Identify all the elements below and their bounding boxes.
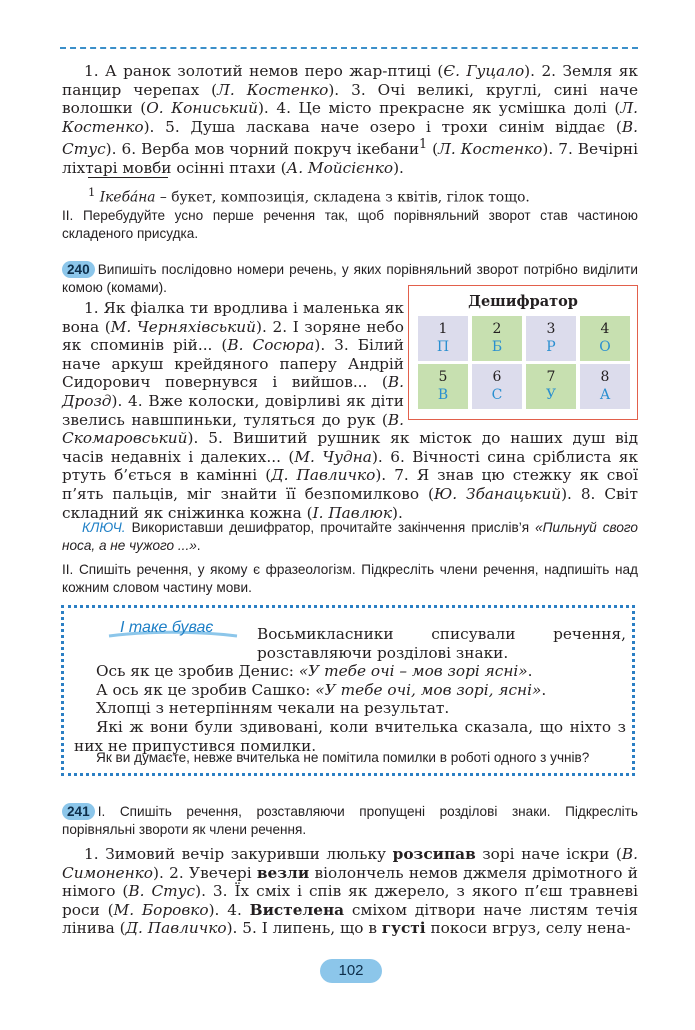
cipher-cell-number: 2 — [492, 321, 502, 337]
exercise-240-text — [62, 299, 638, 522]
fun-line-4: Хлопці з нетерпінням чекали на результат. — [96, 699, 450, 718]
exercise-240-number: 240 — [62, 261, 95, 278]
key-label: КЛЮЧ. — [82, 520, 126, 535]
title-float-spacer — [74, 625, 257, 661]
exercise-240-task-2: II. Спишіть речення, у якому є фразеологізм. Підкресліть члени речення, надпишіть над кожним словом частину мови. — [62, 562, 638, 595]
fun-box-question: Як ви думаєте, невже вчителька не помітила помилки в роботі одного з учнів? — [96, 750, 590, 765]
cipher-cell-number: 4 — [600, 321, 610, 337]
cipher-cell-letter: У — [545, 387, 557, 403]
exercise-241-task-text: I. Спишіть речення, розставляючи пропущені розділові знаки. Підкресліть порівняльні звороти як члени речення. — [62, 804, 638, 837]
prev-exercise-text: 1. А ранок золотий немов перо жар-птиці (Є. Гуцало). 2. Земля як панцир черепах (Л. Костенко). 3. Очі великі, круглі, сині наче волошки (О. Кониський). 4. Це місто прекрасне як усмішка долі (Л. Костенко). 5. Душа ласкава наче озеро і трохи синім віддає (В. Стус). 6. Верба мов чорний покруч ікебани$^1$ (Л. Костенко). 7. Вечірні ліхтарі мовби осінні птахи (А. Мойсієнко). — [62, 62, 638, 178]
fun-line-1: Восьмикласники списували речення, розставляючи розділові знаки. — [257, 625, 626, 662]
fun-line-3: А ось як це зробив Сашко: «У тебе очі, мов зорі, ясні». — [96, 680, 547, 699]
cipher-title: Дешифратор — [468, 293, 578, 310]
fun-box-title: І таке буває — [120, 619, 214, 636]
cipher-cell-letter: В — [437, 387, 449, 403]
page-number: 102 — [320, 959, 382, 983]
key-text: Використавши дешифратор, прочитайте закінчення прислів’я «Пильнуй свого носа, а не чужого ...». — [62, 520, 638, 553]
exercise-240-sentences: 1. Як фіалка ти вродлива і маленька як вона (М. Черняхівський). 2. І зоряне небо як споминів рій... (В. Сосюра). 3. Білий наче аркуш крейдяного паперу Андрій Сидорович повернувся і вийшов... (В. Дрозд). 4. Вже колоски, довірливі як діти звелись навшпиньки, туляться до рук (В. Скомаровський). 5. Вишитий рушник як місток до наших душ від часів недавніх і далеких... (М. Чудна). 6. Вічності сина сріблиста як ртуть б’ється в камінні (Д. Павличко). 7. Я знав цю стежку як свої п’ять пальців, міг знайти її безпомилково (Ю. Збанацький). 8. Світ складний як сніжинка кожна (І. Павлюк). — [62, 299, 638, 522]
exercise-240-key — [62, 519, 638, 554]
fun-line-5: Які ж вони були здивовані, коли вчителька сказала, що ніхто з них не припустився помилки. — [74, 717, 626, 755]
cipher-cell-letter: А — [599, 387, 611, 403]
fun-box-text — [74, 625, 626, 755]
prev-exercise-task-2: II. Перебудуйте усно перше речення так, щоб порівняльний зворот став частиною складеного присудка. — [62, 208, 638, 241]
cipher-cell-letter: П — [436, 339, 450, 355]
cipher-cell-number: 3 — [546, 321, 556, 337]
top-dashed-rule — [60, 47, 638, 49]
cipher-cell-number: 7 — [546, 369, 556, 385]
cipher-cell-number: 8 — [600, 369, 610, 385]
cipher-cell-letter: О — [599, 339, 611, 355]
exercise-240-task-text: Випишіть послідовно номери речень, у яких порівняльний зворот потрібно виділити комою (комами). — [62, 262, 638, 295]
cipher-float-spacer — [404, 299, 638, 419]
fun-line-2: Ось як це зробив Денис: «У тебе очі – мов зорі ясні». — [96, 662, 533, 681]
exercise-241-task — [62, 803, 638, 838]
exercise-241-text: 1. Зимовий вечір закуривши люльку розсипав зорі наче іскри (В. Симоненко). 2. Увечері везли віолончель немов джмеля дрімотного й німого (В. Стус). 3. Їх сміх і спів як джерело, з якого п’єш травневі роси (М. Боровко). 4. Вистелена сміхом дітвори наче листям течія лінива (Д. Павличко). 5. І липень, що в густі покоси вгруз, селу нена- — [62, 845, 639, 938]
cipher-cell-number: 5 — [438, 369, 448, 385]
cipher-cell-number: 6 — [492, 369, 502, 385]
footnote-rule — [88, 177, 168, 178]
cipher-cell-number: 1 — [438, 321, 448, 337]
exercise-241-number: 241 — [62, 803, 95, 820]
cipher-cell-letter: Р — [546, 339, 556, 355]
cipher-cell-letter: Б — [491, 339, 503, 355]
footnote: $^1$ Ікеба́на – букет, композиція, складена з квітів, гілок тощо. — [88, 185, 530, 206]
cipher-cell-letter: С — [491, 387, 503, 403]
